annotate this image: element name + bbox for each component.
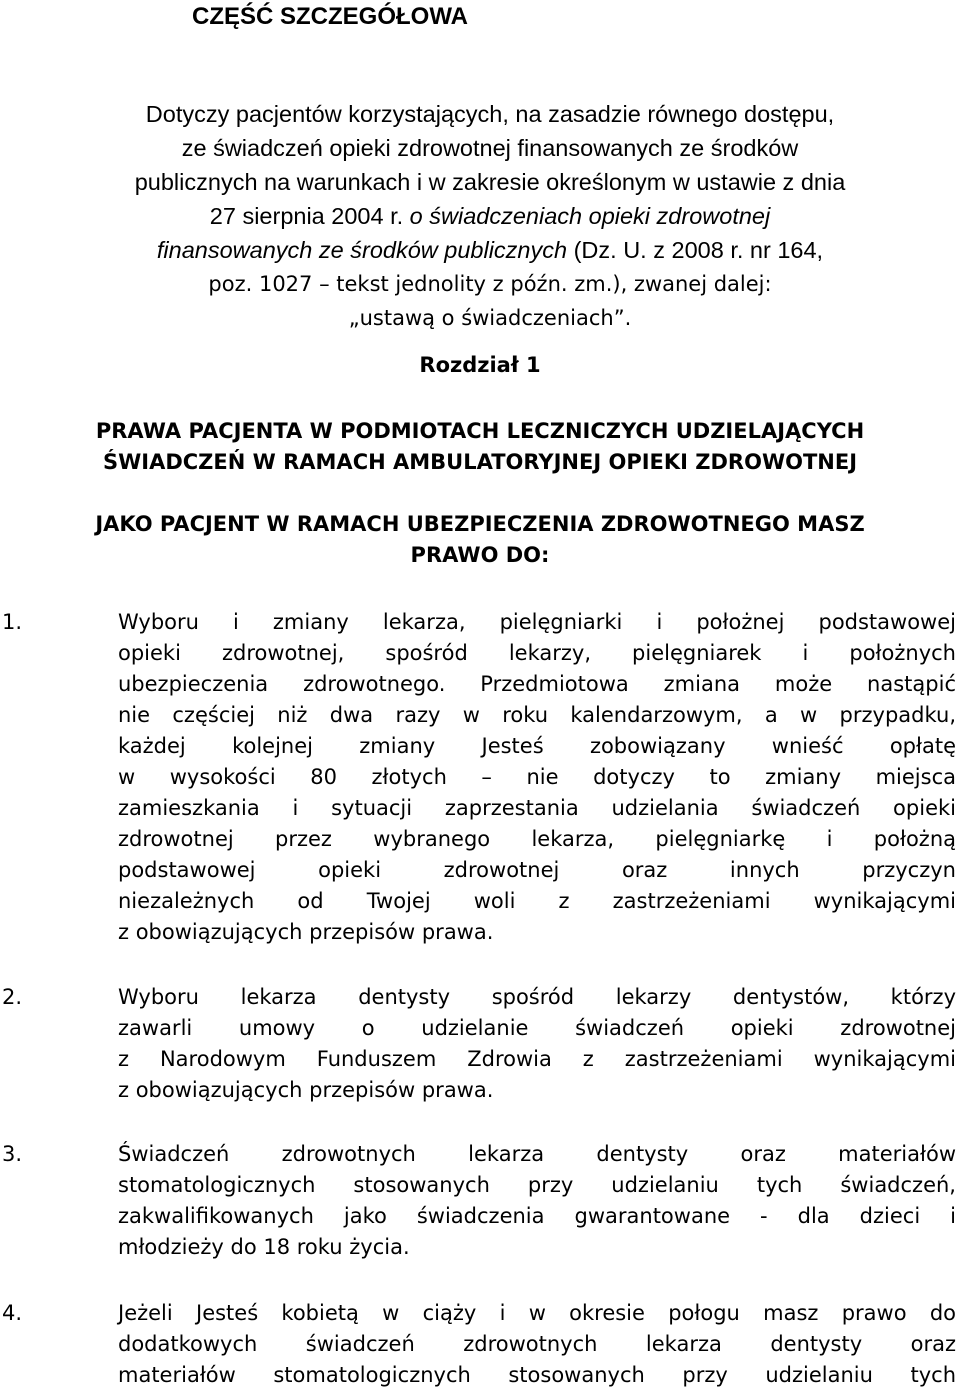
intro-line: Dotyczy pacjentów korzystających, na zasadzie równego dostępu, [145, 101, 835, 127]
list-item-line: z obowiązujących przepisów prawa. [118, 920, 494, 944]
list-item-line: ubezpieczenia zdrowotnego. Przedmiotowa zmiana może nastąpić [118, 672, 956, 696]
list-item-line: zdrowotnej przez wybranego lekarza, pielęgniarkę i położną [118, 827, 956, 851]
list-item-line: Wyboru i zmiany lekarza, pielęgniarki i położnej podstawowej [118, 610, 956, 634]
page-heading: CZĘŚĆ SZCZEGÓŁOWA [192, 3, 468, 30]
list-item-text [118, 1139, 956, 1263]
list-item-number: 4. [2, 1301, 23, 1325]
intro-line [40, 233, 940, 267]
list-item-text [118, 1298, 956, 1389]
section-subtitle-line: PRAWO DO: [410, 543, 550, 567]
intro-line: publicznych na warunkach i w zakresie określonym w ustawie z dnia [134, 169, 846, 195]
list-item-line: zawarli umowy o udzielanie świadczeń opieki zdrowotnej [118, 1016, 956, 1040]
list-item-line: młodzieży do 18 roku życia. [118, 1235, 410, 1259]
list-item-line: w wysokości 80 złotych – nie dotyczy to zmiany miejsca [118, 765, 956, 789]
intro-text: 27 sierpnia 2004 r. [209, 203, 410, 229]
act-title-italic: finansowanych ze środków publicznych [156, 237, 568, 263]
list-item-number: 3. [2, 1142, 23, 1166]
list-item-text [118, 607, 956, 948]
section-title [0, 416, 960, 478]
list-item-number: 1. [2, 610, 23, 634]
list-item-line: opieki zdrowotnej, spośród lekarzy, pielęgniarek i położnych [118, 641, 956, 665]
intro-line: ze świadczeń opieki zdrowotnej finansowanych ze środków [181, 135, 799, 161]
list-item-line: dodatkowych świadczeń zdrowotnych lekarza dentysty oraz [118, 1332, 956, 1356]
section-title-line: PRAWA PACJENTA W PODMIOTACH LECZNICZYCH UDZIELAJĄCYCH [95, 419, 865, 443]
intro-line: poz. 1027 – tekst jednolity z późn. zm.), zwanej dalej: [208, 272, 772, 296]
act-title-italic: o świadczeniach opieki zdrowotnej [409, 203, 771, 229]
section-subtitle-line: JAKO PACJENT W RAMACH UBEZPIECZENIA ZDROWOTNEGO MASZ [95, 512, 865, 536]
list-item-line: Jeżeli Jesteś kobietą w ciąży i w okresie połogu masz prawo do [118, 1301, 956, 1325]
list-item-line: z Narodowym Funduszem Zdrowia z zastrzeżeniami wynikającymi [118, 1047, 956, 1071]
list-item-line: materiałów stomatologicznych stosowanych przy udzielaniu tych [118, 1363, 956, 1387]
list-item-line: nie częściej niż dwa razy w roku kalendarzowym, a w przypadku, [118, 703, 956, 727]
list-item-line: Wyboru lekarza dentysty spośród lekarzy dentystów, którzy [118, 985, 956, 1009]
list-item-line: zakwalifikowanych jako świadczenia gwarantowane - dla dzieci i [118, 1204, 956, 1228]
intro-line [40, 199, 940, 233]
list-item-text [118, 982, 956, 1106]
list-item-line: podstawowej opieki zdrowotnej oraz innych przyczyn [118, 858, 956, 882]
list-item-line: każdej kolejnej zmiany Jesteś zobowiązany wnieść opłatę [118, 734, 956, 758]
list-item-line: zamieszkania i sytuacji zaprzestania udzielania świadczeń opieki [118, 796, 956, 820]
intro-paragraph [40, 97, 940, 335]
list-item-line: Świadczeń zdrowotnych lekarza dentysty oraz materiałów [118, 1142, 956, 1166]
intro-text: (Dz. U. z 2008 r. nr 164, [567, 237, 824, 263]
section-title-line: ŚWIADCZEŃ W RAMACH AMBULATORYJNEJ OPIEKI ZDROWOTNEJ [102, 450, 858, 474]
list-item-line: stomatologicznych stosowanych przy udzielaniu tych świadczeń, [118, 1173, 956, 1197]
list-item-line: niezależnych od Twojej woli z zastrzeżeniami wynikającymi [118, 889, 956, 913]
list-item-number: 2. [2, 985, 23, 1009]
section-subtitle [0, 509, 960, 571]
intro-line: „ustawą o świadczeniach”. [348, 306, 632, 330]
chapter-title: Rozdział 1 [419, 353, 541, 377]
list-item-line: z obowiązujących przepisów prawa. [118, 1078, 494, 1102]
